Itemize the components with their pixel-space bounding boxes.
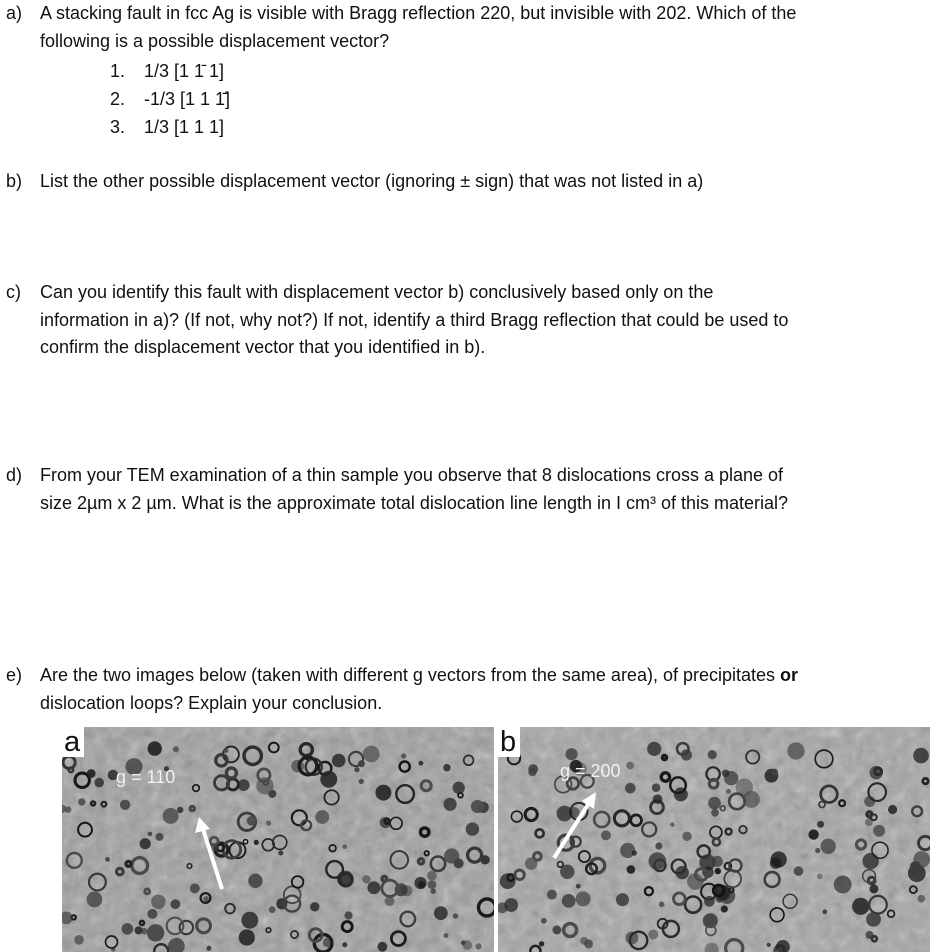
texture-spot	[140, 838, 151, 849]
texture-spot	[344, 911, 352, 919]
texture-spot	[632, 850, 638, 856]
texture-spot	[708, 750, 717, 759]
question-label: c)	[6, 282, 21, 302]
texture-spot	[427, 871, 437, 881]
texture-spot	[647, 742, 661, 756]
texture-spot	[655, 842, 662, 849]
texture-spot	[767, 943, 771, 947]
question-text	[40, 0, 920, 55]
texture-spot	[616, 893, 629, 906]
question-text-line: dislocation loops? Explain your conclusion.	[40, 692, 383, 713]
texture-spot	[454, 858, 464, 868]
option-text: -1/3 [1 1 1̄]	[144, 89, 231, 109]
emphasis-or: or	[780, 665, 799, 685]
texture-spot	[74, 935, 84, 945]
texture-spot	[681, 749, 692, 760]
texture-spot	[443, 764, 450, 771]
question-label: a)	[6, 3, 23, 23]
texture-spot	[821, 839, 836, 854]
texture-spot	[342, 844, 347, 849]
texture-spot	[239, 929, 255, 945]
texture-spot	[254, 840, 259, 845]
question-text	[40, 279, 920, 362]
texture-spot	[375, 785, 391, 801]
texture-spot	[541, 918, 547, 924]
texture-spot	[122, 923, 134, 935]
question-text-line: size 2µm x 2 µm. What is the approximate total dislocation line length in I cm³ of this material?	[40, 492, 789, 513]
texture-spot	[724, 771, 738, 785]
texture-spot	[794, 866, 804, 876]
texture-spot	[620, 843, 635, 858]
texture-spot	[367, 881, 380, 894]
texture-spot	[712, 856, 723, 867]
texture-spot	[913, 851, 930, 868]
texture-spot	[337, 871, 354, 888]
texture-spot	[834, 876, 852, 894]
texture-spot	[431, 889, 436, 894]
texture-spot	[648, 930, 658, 940]
texture-spot	[87, 769, 96, 778]
texture-spot	[248, 874, 262, 888]
texture-spot	[888, 805, 897, 814]
tem-micrograph-a	[62, 727, 494, 952]
tem-image-panel-b	[498, 727, 930, 952]
texture-spot	[471, 800, 484, 813]
texture-spot	[378, 942, 388, 952]
texture-spot	[320, 771, 337, 788]
question-text-line: Can you identify this fault with displacement vector b) conclusively based only on the	[40, 282, 714, 302]
texture-spot	[206, 946, 211, 951]
texture-spot	[453, 782, 465, 794]
texture-spot	[238, 779, 250, 791]
panel-label-a: a	[62, 727, 84, 757]
texture-spot	[419, 761, 424, 766]
texture-spot	[135, 926, 143, 934]
texture-spot	[105, 857, 110, 862]
g-vector-label: g = 200	[560, 761, 621, 781]
texture-spot	[190, 884, 200, 894]
option-3	[110, 113, 230, 141]
texture-spot	[817, 821, 824, 828]
texture-spot	[815, 848, 820, 853]
option-number: 1.	[110, 61, 126, 81]
texture-spot	[177, 807, 183, 813]
question-text-line: A stacking fault in fcc Ag is visible with Bragg reflection 220, but invisible with 202. Which of the	[40, 3, 797, 23]
question-text: List the other possible displacement vector (ignoring ± sign) that was not listed in a)	[40, 171, 704, 191]
texture-spot	[401, 753, 406, 758]
texture-spot	[147, 909, 157, 919]
texture-spot	[580, 937, 588, 945]
texture-spot	[649, 852, 667, 870]
texture-spot	[428, 880, 437, 889]
texture-spot	[787, 742, 804, 759]
texture-spot	[576, 891, 591, 906]
question-text-line: following is a possible displacement vector?	[40, 30, 390, 51]
texture-spot	[87, 892, 103, 908]
texture-spot	[148, 741, 162, 755]
texture-spot	[565, 748, 577, 760]
texture-spot	[266, 821, 271, 826]
texture-spot	[163, 808, 179, 824]
texture-spot	[626, 762, 634, 770]
texture-spot	[726, 789, 731, 794]
texture-spot	[852, 898, 869, 915]
texture-spot	[569, 807, 580, 818]
texture-spot	[576, 884, 581, 889]
texture-spot	[211, 843, 219, 851]
g-vector-label: g = 110	[116, 767, 176, 787]
question-text-line	[40, 662, 920, 690]
texture-spot	[808, 829, 818, 839]
texture-spot	[653, 794, 663, 804]
texture-spot	[822, 909, 827, 914]
texture-spot	[354, 767, 359, 772]
texture-spot	[278, 851, 283, 856]
texture-spot	[315, 810, 329, 824]
texture-spot	[715, 868, 721, 874]
texture-spot	[539, 941, 544, 946]
texture-spot	[171, 899, 181, 909]
texture-spot	[674, 787, 688, 801]
texture-spot	[708, 797, 721, 810]
texture-spot	[434, 906, 448, 920]
option-text: 1/3 [1 1 1]	[144, 117, 225, 137]
question-label: d)	[6, 465, 23, 485]
texture-spot	[380, 817, 391, 828]
texture-spot	[363, 746, 380, 763]
question-text-line: From your TEM examination of a thin sample you observe that 8 dislocations cross a plane of	[40, 465, 784, 485]
texture-spot	[151, 895, 166, 910]
texture-spot	[913, 748, 929, 764]
texture-spot	[873, 825, 885, 837]
texture-spot	[863, 853, 879, 869]
option-2	[110, 85, 230, 113]
texture-spot	[120, 800, 130, 810]
texture-spot	[547, 890, 557, 900]
texture-spot	[444, 798, 457, 811]
question-label: b)	[6, 171, 23, 191]
panel-label-b: b	[498, 727, 520, 757]
texture-spot	[453, 913, 459, 919]
texture-spot	[625, 783, 636, 794]
texture-spot	[601, 830, 611, 840]
texture-spot	[627, 865, 636, 874]
texture-spot	[444, 933, 449, 938]
texture-spot	[552, 925, 561, 934]
texture-spot	[652, 783, 661, 792]
option-text: 1/3 [1 1̄ 1]	[144, 61, 225, 81]
texture-spot	[704, 896, 715, 907]
texture-spot	[462, 940, 472, 950]
texture-spot	[415, 877, 427, 889]
tem-image-panel-a	[62, 727, 494, 952]
texture-spot	[716, 897, 722, 903]
question-text-line: information in a)? (If not, why not?) If not, identify a third Bragg reflection that could be used to	[40, 309, 789, 330]
texture-spot	[504, 898, 518, 912]
texture-spot	[659, 902, 665, 908]
texture-spot	[310, 902, 319, 911]
texture-spot	[359, 779, 364, 784]
option-number: 2.	[110, 89, 126, 109]
texture-spot	[147, 924, 164, 941]
texture-spot	[362, 875, 370, 883]
texture-spot	[173, 746, 179, 752]
texture-spot	[466, 822, 479, 835]
texture-spot	[247, 816, 257, 826]
texture-spot	[682, 832, 691, 841]
texture-spot	[332, 754, 346, 768]
question-text-span: Are the two images below (taken with different g vectors from the same area), of precipitates	[40, 665, 781, 685]
texture-spot	[94, 778, 104, 788]
texture-spot	[156, 833, 164, 841]
texture-spot	[148, 832, 153, 837]
texture-spot	[269, 906, 276, 913]
option-number: 3.	[110, 117, 126, 137]
options-list	[110, 57, 230, 141]
question-text	[40, 462, 920, 517]
texture-spot	[771, 851, 787, 867]
texture-spot	[817, 874, 823, 880]
question-text	[40, 662, 920, 717]
option-1	[110, 57, 230, 85]
texture-spot	[918, 895, 926, 903]
texture-spot	[711, 809, 719, 817]
question-label: e)	[6, 665, 23, 685]
texture-spot	[562, 894, 576, 908]
question-text-line: confirm the displacement vector that you identified in b).	[40, 337, 486, 357]
texture-spot	[342, 942, 347, 947]
texture-spot	[528, 768, 536, 776]
texture-spot	[224, 748, 229, 753]
texture-spot	[323, 937, 333, 947]
texture-spot	[670, 822, 674, 826]
texture-spot	[78, 798, 85, 805]
texture-spot	[721, 905, 728, 912]
texture-spot	[241, 912, 258, 929]
texture-spot	[869, 884, 878, 893]
texture-spot	[475, 943, 481, 949]
texture-spot	[676, 866, 689, 879]
